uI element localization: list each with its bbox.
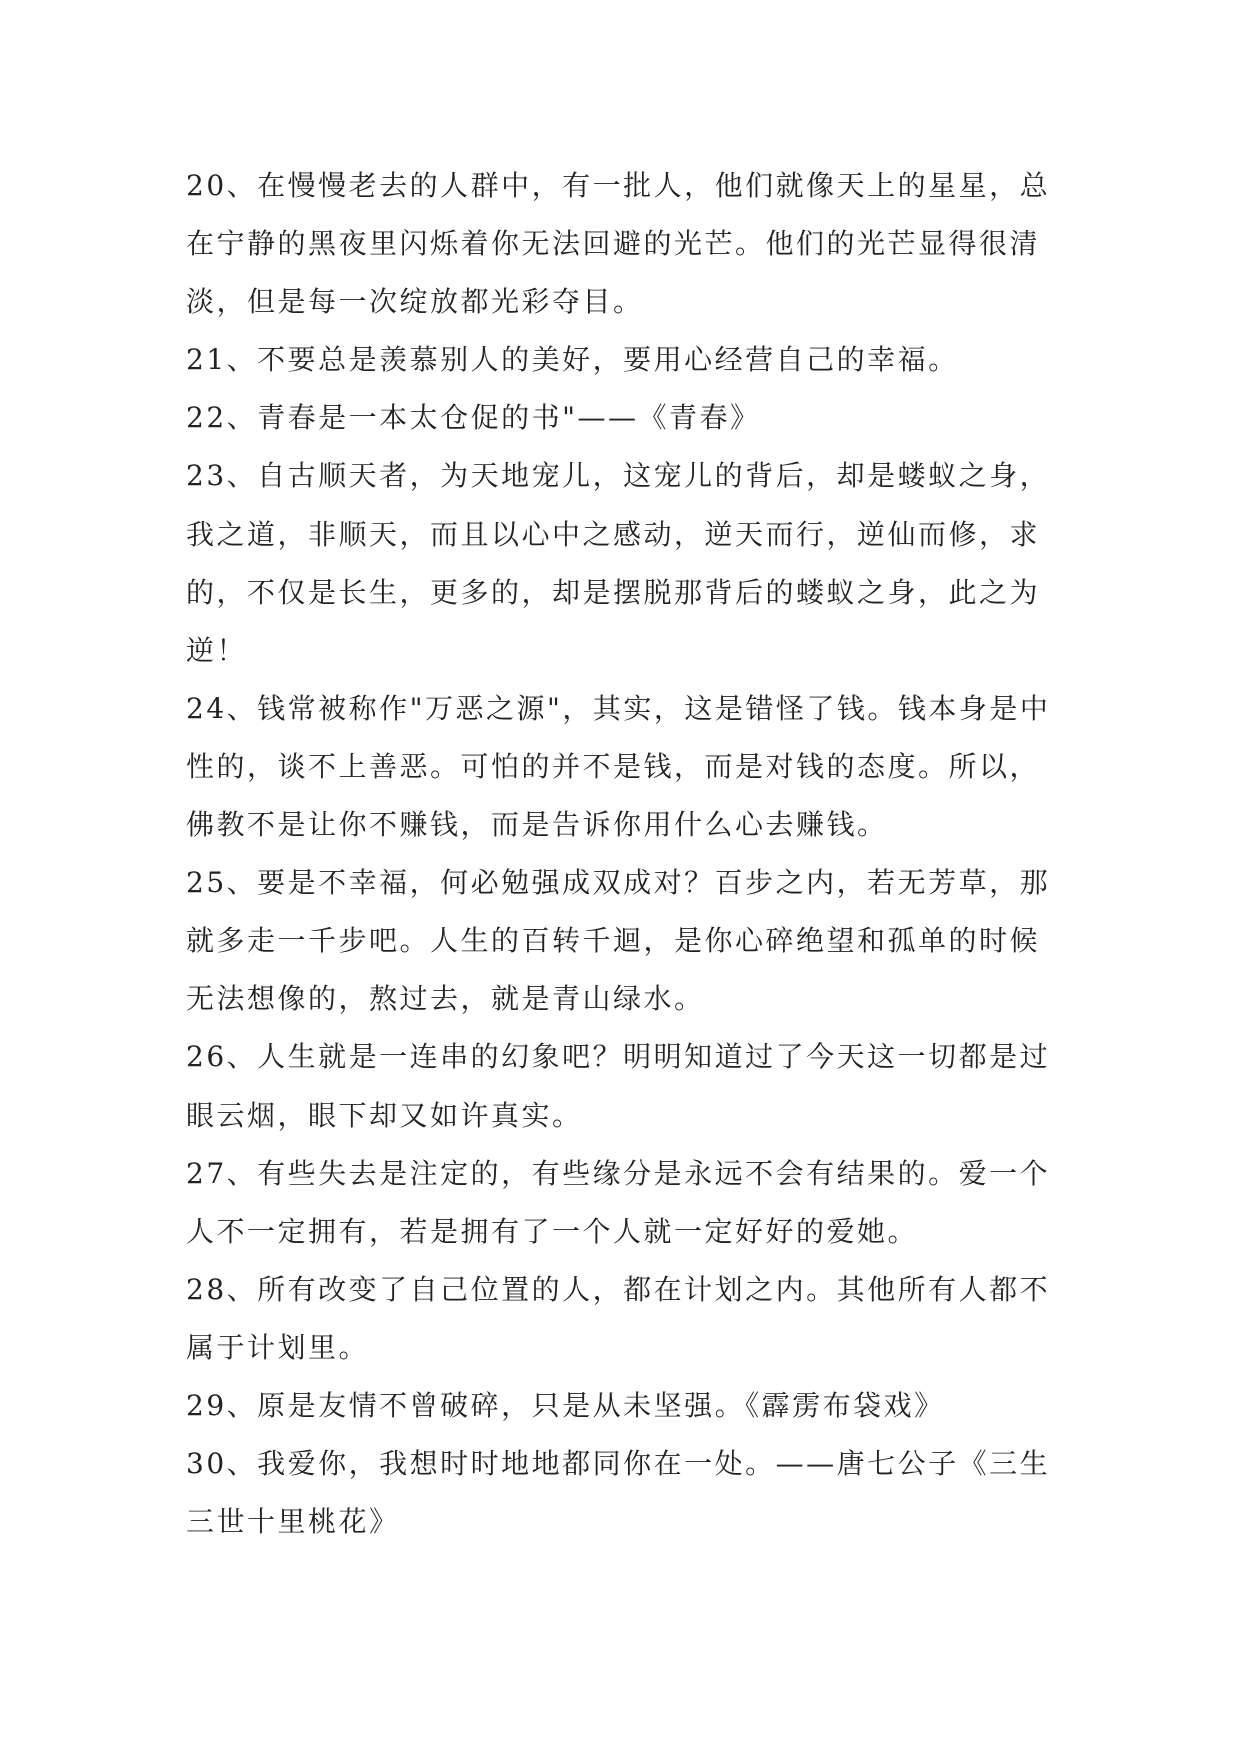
- quote-entry-28: 28、所有改变了自己位置的人，都在计划之内。其他所有人都不属于计划里。: [186, 1272, 1051, 1364]
- quote-entry-27: 27、有些失去是注定的，有些缘分是永远不会有结果的。爱一个人不一定拥有，若是拥有了一个人就一定好好的爱她。: [186, 1156, 1051, 1248]
- quote-entry-23: 23、自古顺天者，为天地宠儿，这宠儿的背后，却是蝼蚁之身，我之道，非顺天，而且以心中之感动，逆天而行，逆仙而修，求的，不仅是长生，更多的，却是摆脱那背后的蝼蚁之身，此之为逆！: [186, 459, 1051, 667]
- quote-list: [186, 157, 1056, 1551]
- quote-entry-25: 25、要是不幸福，何必勉强成双成对？百步之内，若无芳草，那就多走一千步吧。人生的百转千迴，是你心碎绝望和孤单的时候无法想像的，熬过去，就是青山绿水。: [186, 866, 1051, 1016]
- quote-entry-24: 24、钱常被称作"万恶之源"，其实，这是错怪了钱。钱本身是中性的，谈不上善恶。可怕的并不是钱，而是对钱的态度。所以，佛教不是让你不赚钱，而是告诉你用什么心去赚钱。: [186, 691, 1051, 842]
- quote-entry-26: 26、人生就是一连串的幻象吧？明明知道过了今天这一切都是过眼云烟，眼下却又如许真实。: [186, 1040, 1051, 1132]
- quote-entry-22: 22、青春是一本太仓促的书"——《青春》: [186, 401, 761, 435]
- quote-entry-21: 21、不要总是羡慕别人的美好，要用心经营自己的幸福。: [186, 343, 959, 377]
- quote-entry-30: 30、我爱你，我想时时地地都同你在一处。——唐七公子《三生三世十里桃花》: [186, 1447, 1051, 1539]
- quote-entry-20: 20、在慢慢老去的人群中，有一批人，他们就像天上的星星，总在宁静的黑夜里闪烁着你无法回避的光芒。他们的光芒显得很清淡，但是每一次绽放都光彩夺目。: [186, 169, 1051, 319]
- quote-entry-29: 29、原是友情不曾破碎，只是从未坚强。《霹雳布袋戏》: [186, 1388, 945, 1422]
